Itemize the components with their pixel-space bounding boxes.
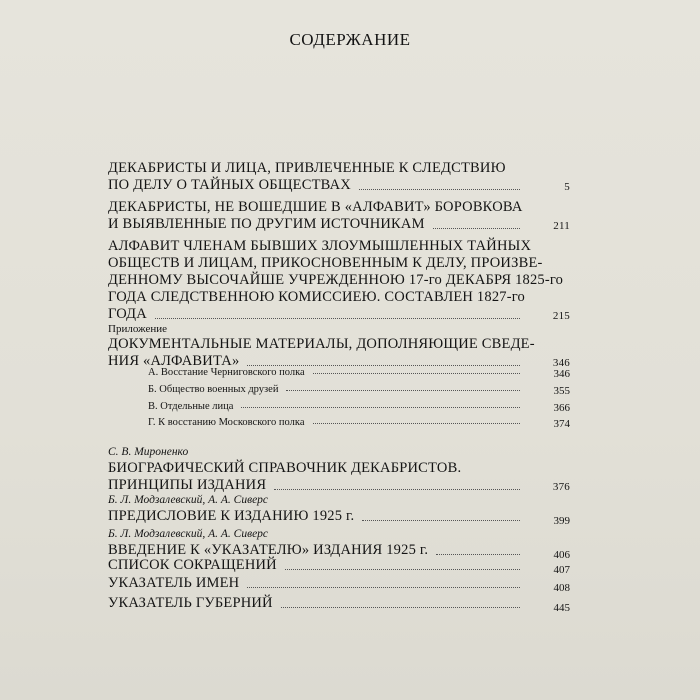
entry-line: ДОКУМЕНТАЛЬНЫЕ МАТЕРИАЛЫ, ДОПОЛНЯЮЩИЕ СВЕДЕ- [108,336,535,352]
entry-line: АЛФАВИТ ЧЛЕНАМ БЫВШИХ ЗЛОУМЫШЛЕННЫХ ТАЙНЫХ [108,238,532,254]
page-title: СОДЕРЖАНИЕ [289,30,411,49]
dot-leader [241,407,520,408]
entry-title: УКАЗАТЕЛЬ ГУБЕРНИЙ [108,595,273,611]
dot-leader [433,228,520,229]
page-number: 346 [553,368,570,380]
entry-author: Б. Л. Модзалевский, А. А. Сиверс [108,528,269,540]
toc-entry[interactable] [108,160,570,194]
dot-leader [359,189,520,190]
entry-line: ГОДА СЛЕДСТВЕННОЮ КОМИССИЕЮ. СОСТАВЛЕН 1827-го [108,289,525,305]
toc-entry[interactable] [108,595,570,612]
page-number: 445 [553,602,570,614]
toc-entry[interactable] [108,575,570,592]
appendix-item[interactable] [148,416,570,428]
appendix-item-title: А. Восстание Черниговского полка [148,367,305,378]
entry-line: ДЕКАБРИСТЫ И ЛИЦА, ПРИВЛЕЧЕННЫЕ К СЛЕДСТВИЮ [108,160,506,176]
page-number: 374 [553,418,570,430]
appendix-item-title: Г. К восстанию Московского полка [148,417,305,428]
toc-entry[interactable] [108,494,570,525]
toc-entry[interactable] [108,238,570,323]
dot-leader [285,569,520,570]
appendix-label: Приложение [108,323,168,335]
toc-entry[interactable] [108,323,570,370]
page-number: 215 [552,310,570,322]
dot-leader [281,607,520,608]
toc-entry[interactable] [108,446,570,494]
dot-leader [247,587,520,588]
entry-line: БИОГРАФИЧЕСКИЙ СПРАВОЧНИК ДЕКАБРИСТОВ. [108,460,462,476]
entry-title: НИЯ «АЛФАВИТА» [108,353,240,369]
entry-title: ВВЕДЕНИЕ К «УКАЗАТЕЛЮ» ИЗДАНИЯ 1925 г. [108,542,429,558]
page-number: 406 [553,549,570,561]
entry-line: ОБЩЕСТВ И ЛИЦАМ, ПРИКОСНОВЕННЫМ К ДЕЛУ, ПРОИЗВЕ- [108,255,543,271]
appendix-item[interactable] [148,383,570,395]
appendix-item[interactable] [148,400,570,412]
page-number: 366 [553,402,570,414]
dot-leader [436,554,520,555]
entry-line: ДЕКАБРИСТЫ, НЕ ВОШЕДШИЕ В «АЛФАВИТ» БОРОВКОВА [108,199,523,215]
appendix-item-title: В. Отдельные лица [148,401,234,412]
dot-leader [362,520,520,521]
entry-title: ПРИНЦИПЫ ИЗДАНИЯ [108,477,267,493]
entry-author: Б. Л. Модзалевский, А. А. Сиверс [108,494,269,506]
dot-leader [313,423,520,424]
page-number: 355 [553,385,570,397]
entry-line: ДЕННОМУ ВЫСОЧАЙШЕ УЧРЕЖДЕННОЮ 17-го ДЕКАБРЯ 1825-го [108,272,564,288]
toc-entry[interactable] [108,528,570,559]
page-number: 408 [553,582,570,594]
toc-entry[interactable] [108,199,570,233]
toc-entry[interactable] [108,557,570,574]
entry-title: ГОДА [108,306,147,322]
dot-leader [155,318,520,319]
dot-leader [286,390,520,391]
page-number: 5 [564,181,570,193]
page-number: 399 [553,515,570,527]
page-number: 407 [553,564,570,576]
page-number: 211 [553,220,570,232]
entry-author: С. В. Мироненко [108,446,189,458]
entry-title: ПРЕДИСЛОВИЕ К ИЗДАНИЮ 1925 г. [108,508,355,524]
dot-leader [313,373,520,374]
dot-leader [274,489,520,490]
entry-title: УКАЗАТЕЛЬ ИМЕН [108,575,240,591]
page-number: 346 [552,357,570,369]
entry-title: СПИСОК СОКРАЩЕНИЙ [108,557,277,573]
page-number: 376 [552,481,570,493]
entry-title: И ВЫЯВЛЕННЫЕ ПО ДРУГИМ ИСТОЧНИКАМ [108,216,425,232]
entry-title: ПО ДЕЛУ О ТАЙНЫХ ОБЩЕСТВАХ [108,177,351,193]
appendix-item[interactable] [148,366,570,378]
appendix-item-title: Б. Общество военных друзей [148,384,279,395]
